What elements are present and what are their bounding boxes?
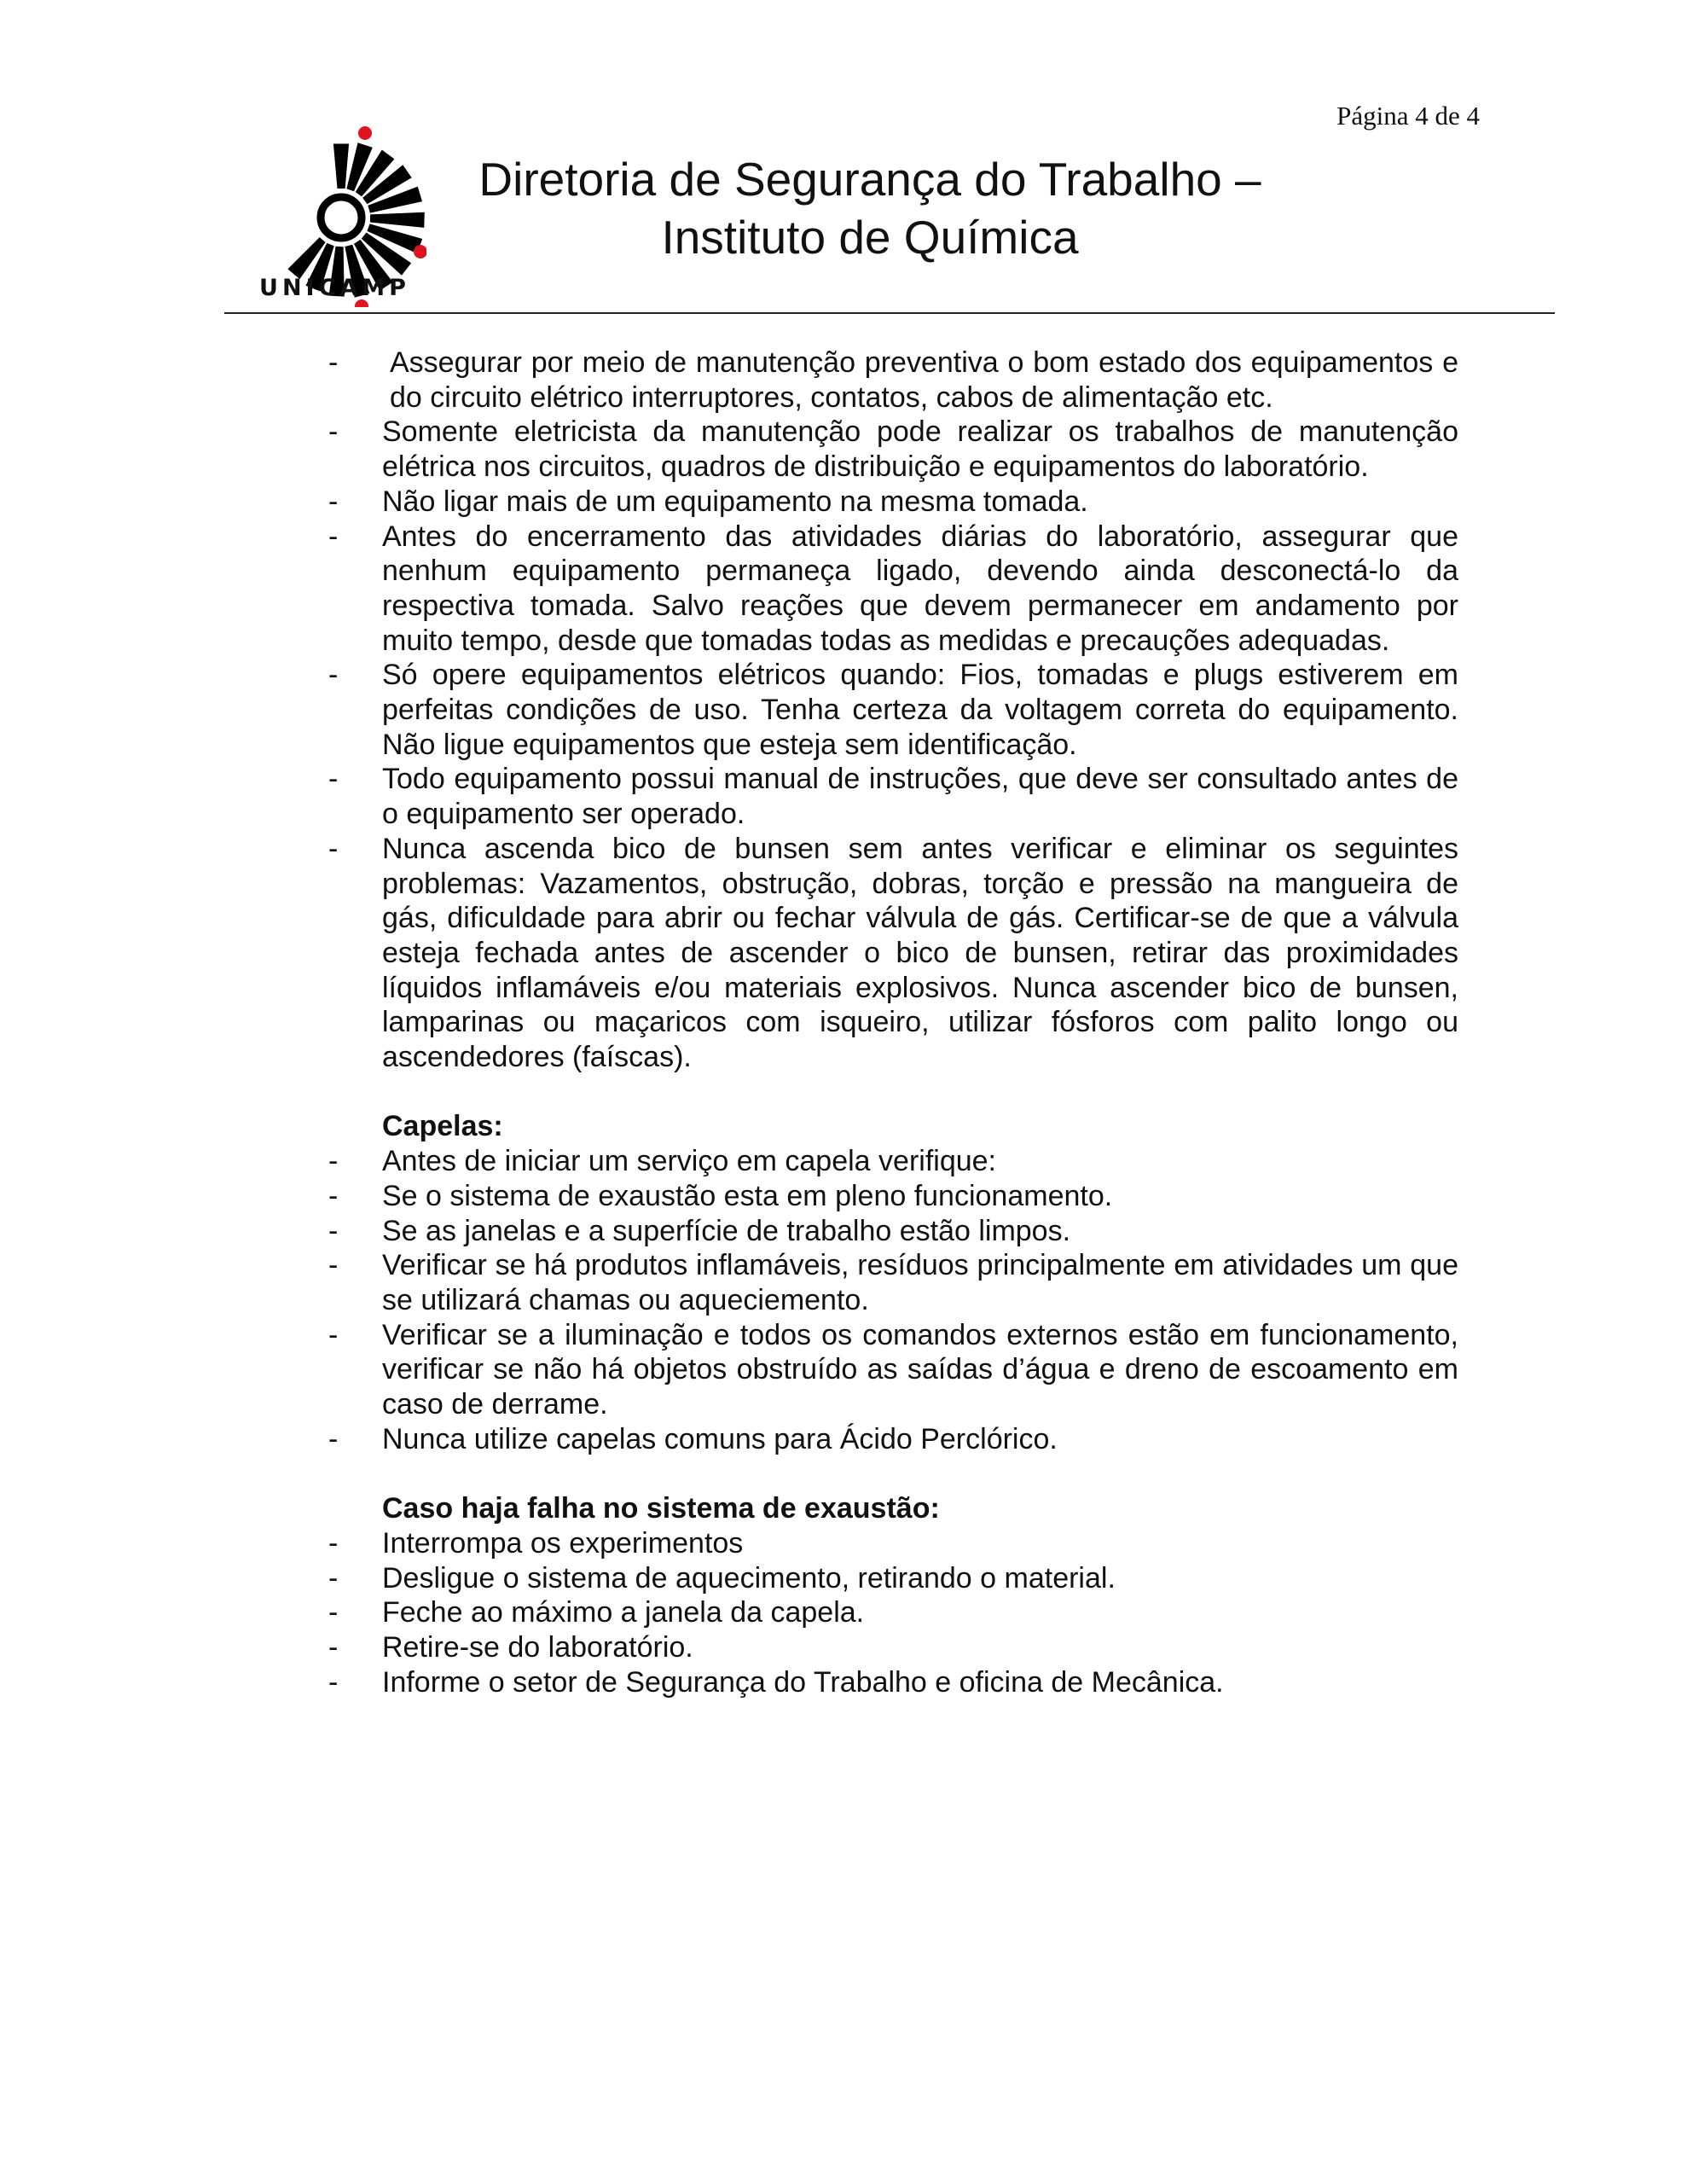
- logo-wordmark: UNICAMP: [259, 275, 410, 301]
- page-number: Página 4 de 4: [1336, 101, 1480, 131]
- list-item: - Todo equipamento possui manual de instruções, que deve ser consultado antes de o equipamento ser operado.: [328, 762, 1458, 831]
- logo-dot-1: [358, 126, 372, 140]
- logo-ray: [333, 144, 349, 189]
- logo-ray: [370, 212, 425, 228]
- list-item: - Verificar se há produtos inflamáveis, resíduos principalmente em atividades um que se utilizará chamas ou aqueciemento.: [328, 1248, 1458, 1317]
- capelas-list: [328, 1144, 1458, 1456]
- header-divider: [224, 312, 1555, 314]
- section-heading-falha: Caso haja falha no sistema de exaustão:: [382, 1492, 940, 1525]
- list-item: - Nunca ascenda bico de bunsen sem antes verificar e eliminar os seguintes problemas: Vazamentos, obstrução, dobras, torção e pressão na mangueira de gás, dificuldade para abrir ou fechar válvula de gás. Certificar-se de que a válvula esteja fechada antes de ascender o bico de bunsen, retirar das proximidades líquidos inflamáveis e/ou materiais explosivos. Nunca ascender bico de bunsen, lamparinas ou maçaricos com isqueiro, utilizar fósforos com palito longo ou ascendedores (faíscas).: [328, 832, 1458, 1075]
- list-item: - Não ligar mais de um equipamento na mesma tomada.: [328, 485, 1458, 520]
- falha-list: [328, 1526, 1458, 1700]
- list-item: - Nunca utilize capelas comuns para Ácido Perclórico.: [328, 1422, 1458, 1457]
- header-line-2: Instituto de Química: [661, 211, 1079, 264]
- list-item: - Se as janelas e a superfície de trabalho estão limpos.: [328, 1214, 1458, 1249]
- general-rules-list: [328, 346, 1458, 1075]
- list-item: - Somente eletricista da manutenção pode realizar os trabalhos de manutenção elétrica nos circuitos, quadros de distribuição e equipamentos do laboratório.: [328, 415, 1458, 484]
- list-item: - Feche ao máximo a janela da capela.: [328, 1595, 1458, 1630]
- section-heading-capelas: Capelas:: [382, 1110, 503, 1143]
- document-body: [328, 346, 1458, 1699]
- list-item: - Informe o setor de Segurança do Trabalho e oficina de Mecânica.: [328, 1665, 1458, 1700]
- logo-center-ring: [321, 197, 362, 238]
- document-header-title: [443, 150, 1296, 266]
- list-item: - Verificar se a iluminação e todos os comandos externos estão em funcionamento, verificar se não há objetos obstruído as saídas d’água e dreno de escoamento em caso de derrame.: [328, 1318, 1458, 1422]
- list-item: - Assegurar por meio de manutenção preventiva o bom estado dos equipamentos e do circuito elétrico interruptores, contatos, cabos de alimentação etc.: [328, 346, 1458, 415]
- list-item: - Só opere equipamentos elétricos quando: Fios, tomadas e plugs estiverem em perfeitas condições de uso. Tenha certeza da voltagem correta do equipamento. Não ligue equipamentos que esteja sem identificação.: [328, 658, 1458, 762]
- header-line-1: Diretoria de Segurança do Trabalho –: [478, 153, 1261, 206]
- list-item: - Antes de iniciar um serviço em capela verifique:: [328, 1144, 1458, 1179]
- list-item: - Interrompa os experimentos: [328, 1526, 1458, 1561]
- list-item: - Se o sistema de exaustão esta em pleno funcionamento.: [328, 1179, 1458, 1214]
- list-item: - Antes do encerramento das atividades diárias do laboratório, assegurar que nenhum equipamento permaneça ligado, devendo ainda desconectá-lo da respectiva tomada. Salvo reações que devem permanecer em andamento por muito tempo, desde que tomadas todas as medidas e precauções adequadas.: [328, 520, 1458, 659]
- list-item: - Retire-se do laboratório.: [328, 1630, 1458, 1665]
- list-item: - Desligue o sistema de aquecimento, retirando o material.: [328, 1561, 1458, 1596]
